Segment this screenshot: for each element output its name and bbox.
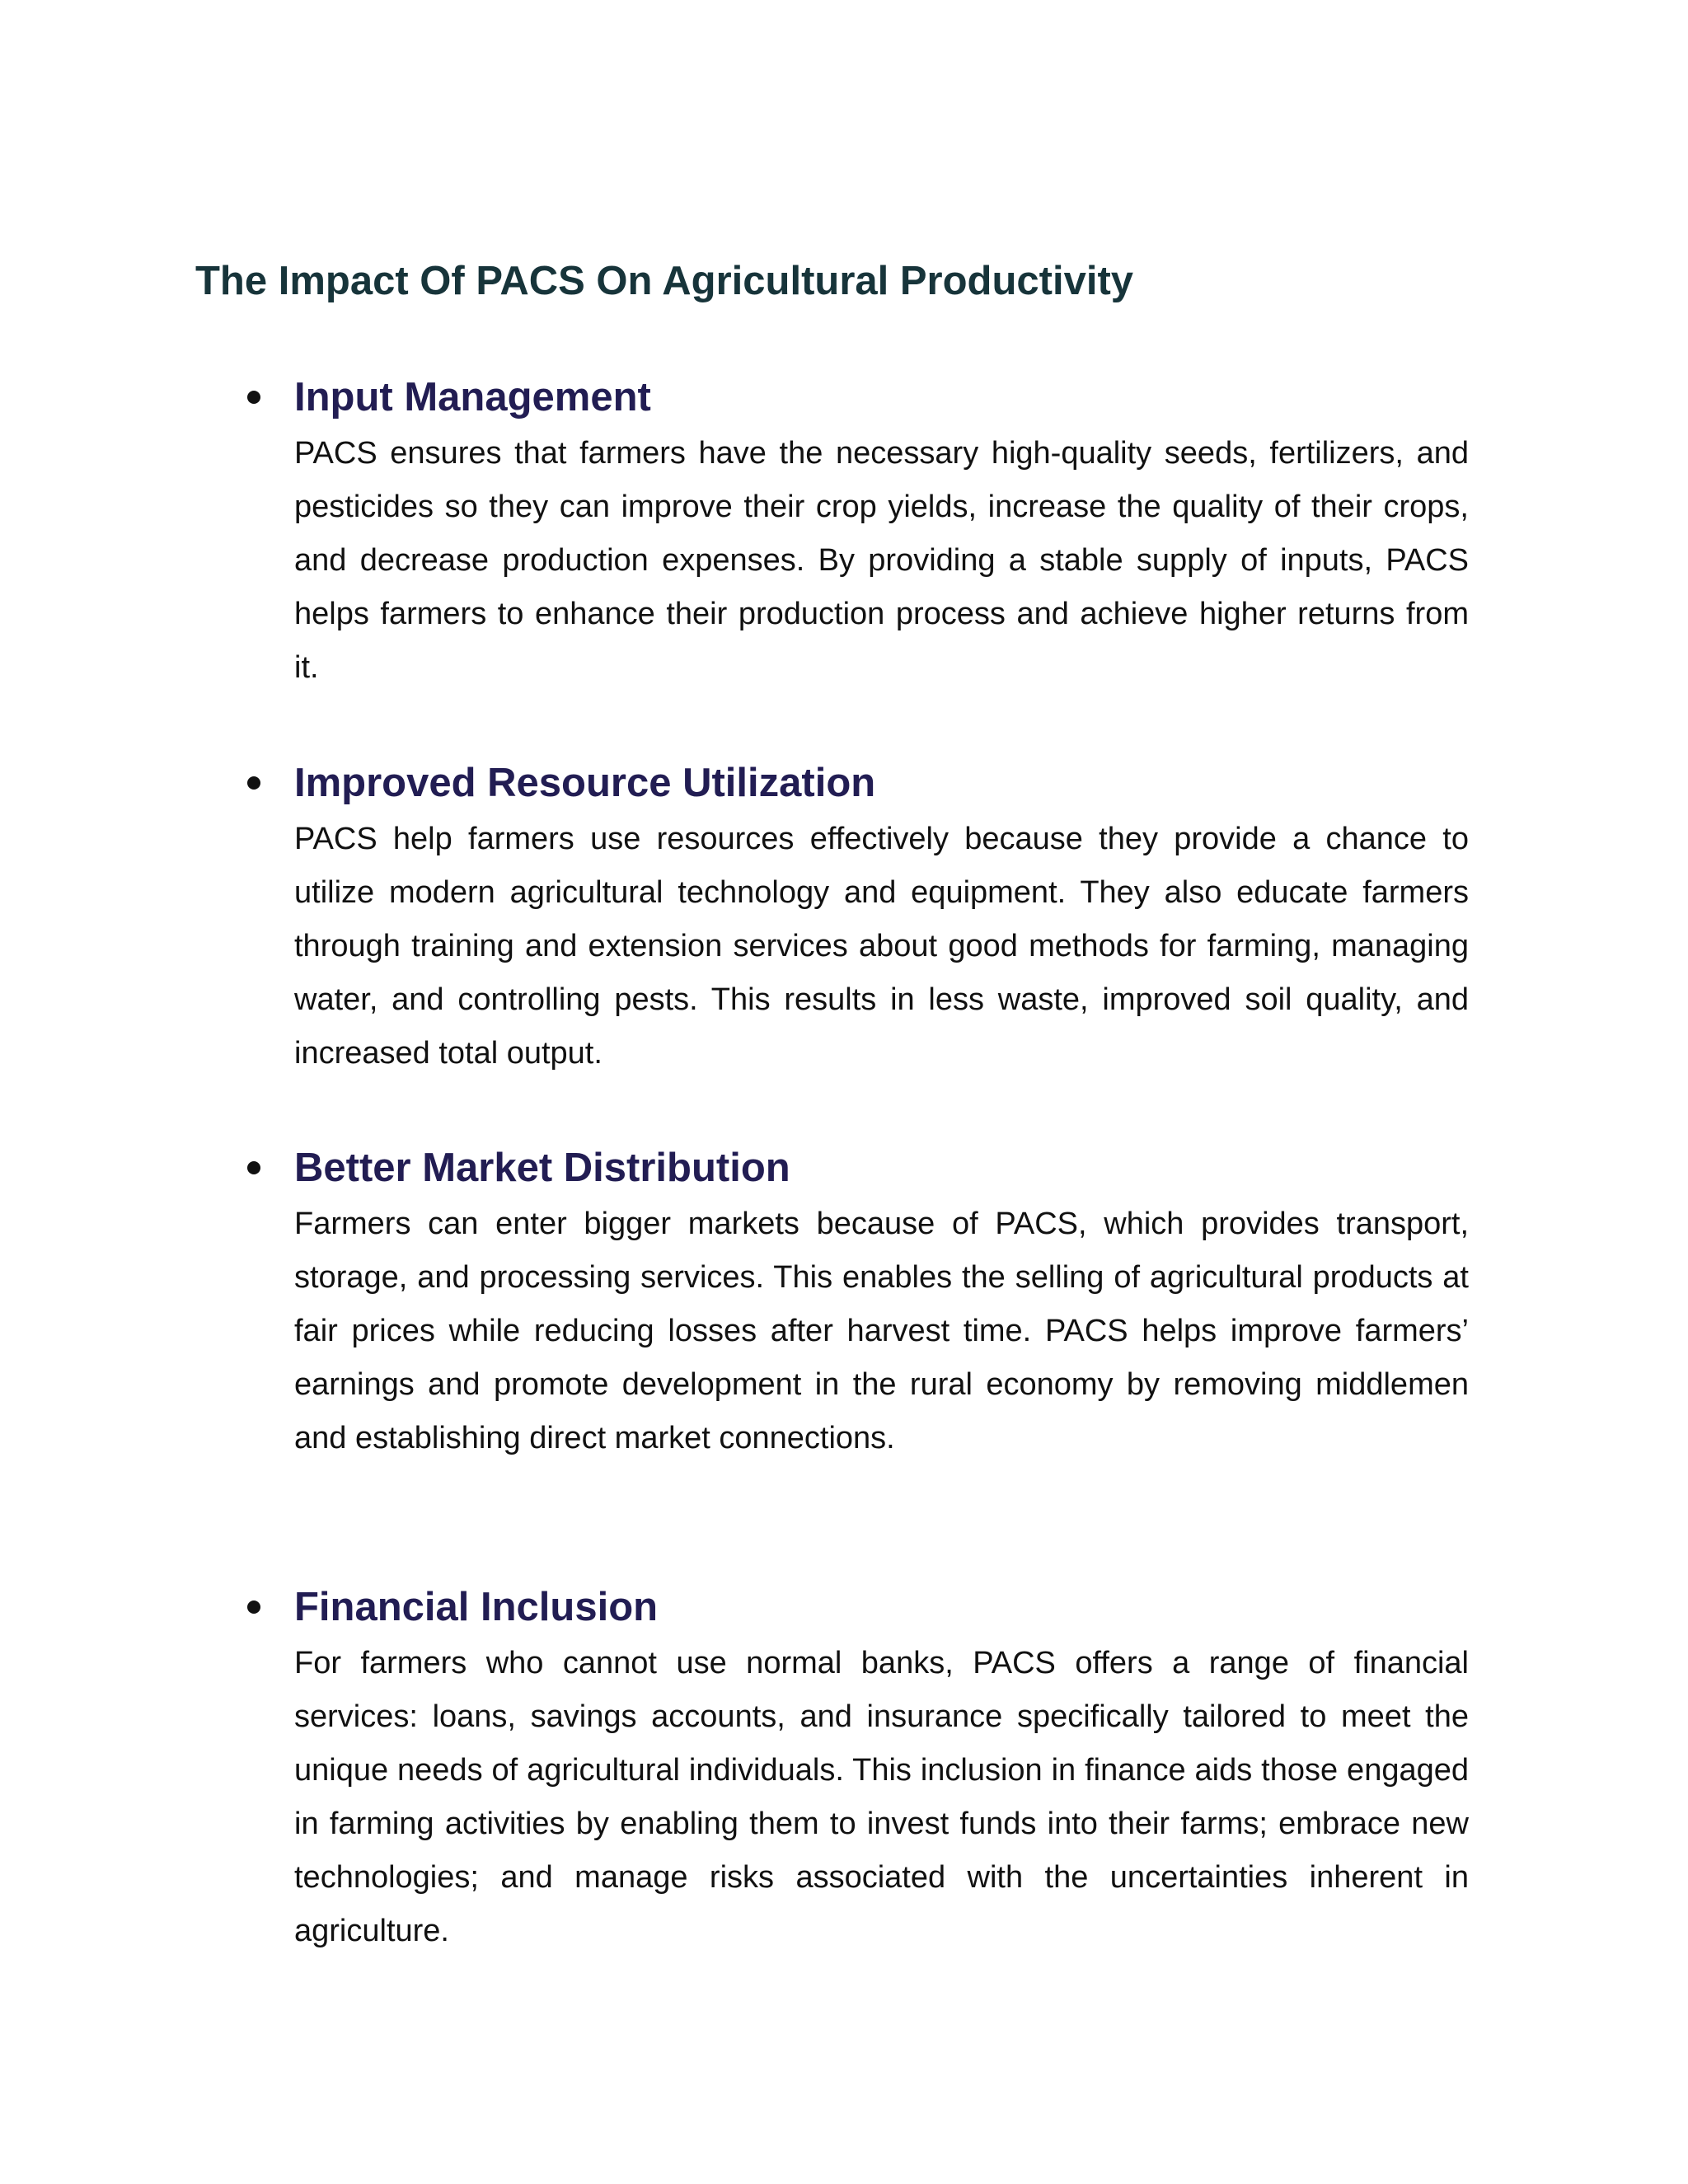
section-improved-resource-utilization — [294, 755, 1469, 1080]
section-heading: Better Market Distribution — [294, 1146, 790, 1190]
bullet-icon — [247, 1161, 260, 1174]
section-body: PACS help farmers use resources effectively because they provide a chance to utilize modern agricultural technology and equipment. They also educate farmers through training and extension services about good methods for farming, managing water, and controlling pests. This results in less waste, improved soil quality, and increased total output. — [294, 822, 1469, 1071]
section-better-market-distribution — [294, 1140, 1469, 1465]
section-input-management — [294, 369, 1469, 695]
section-heading: Improved Resource Utilization — [294, 761, 876, 805]
bullet-icon — [247, 1601, 260, 1614]
section-heading: Input Management — [294, 375, 651, 419]
section-financial-inclusion — [294, 1579, 1469, 1958]
section-body: PACS ensures that farmers have the necessary high-quality seeds, fertilizers, and pesticides so they can improve their crop yields, increase the quality of their crops, and decrease production expenses. By providing a stable supply of inputs, PACS helps farmers to enhance their production process and achieve higher returns from it. — [294, 436, 1469, 685]
bullet-icon — [247, 776, 260, 790]
bullet-icon — [247, 391, 260, 404]
section-body: Farmers can enter bigger markets because of PACS, which provides transport, storage, and processing services. This enables the selling of agricultural products at fair prices while reducing losses after harvest time. PACS helps improve farmers’ earnings and promote development in the rural economy by removing middlemen and establishing direct market connections. — [294, 1207, 1469, 1455]
section-body: For farmers who cannot use normal banks, PACS offers a range of financial services: loans, savings accounts, and insurance specifically tailored to meet the unique needs of agricultural individuals. This inclusion in finance aids those engaged in farming activities by enabling them to invest funds into their farms; embrace new technologies; and manage risks associated with the uncertainties inherent in agriculture. — [294, 1646, 1469, 1948]
section-heading: Financial Inclusion — [294, 1585, 659, 1629]
page-title: The Impact Of PACS On Agricultural Productivity — [195, 259, 1134, 303]
